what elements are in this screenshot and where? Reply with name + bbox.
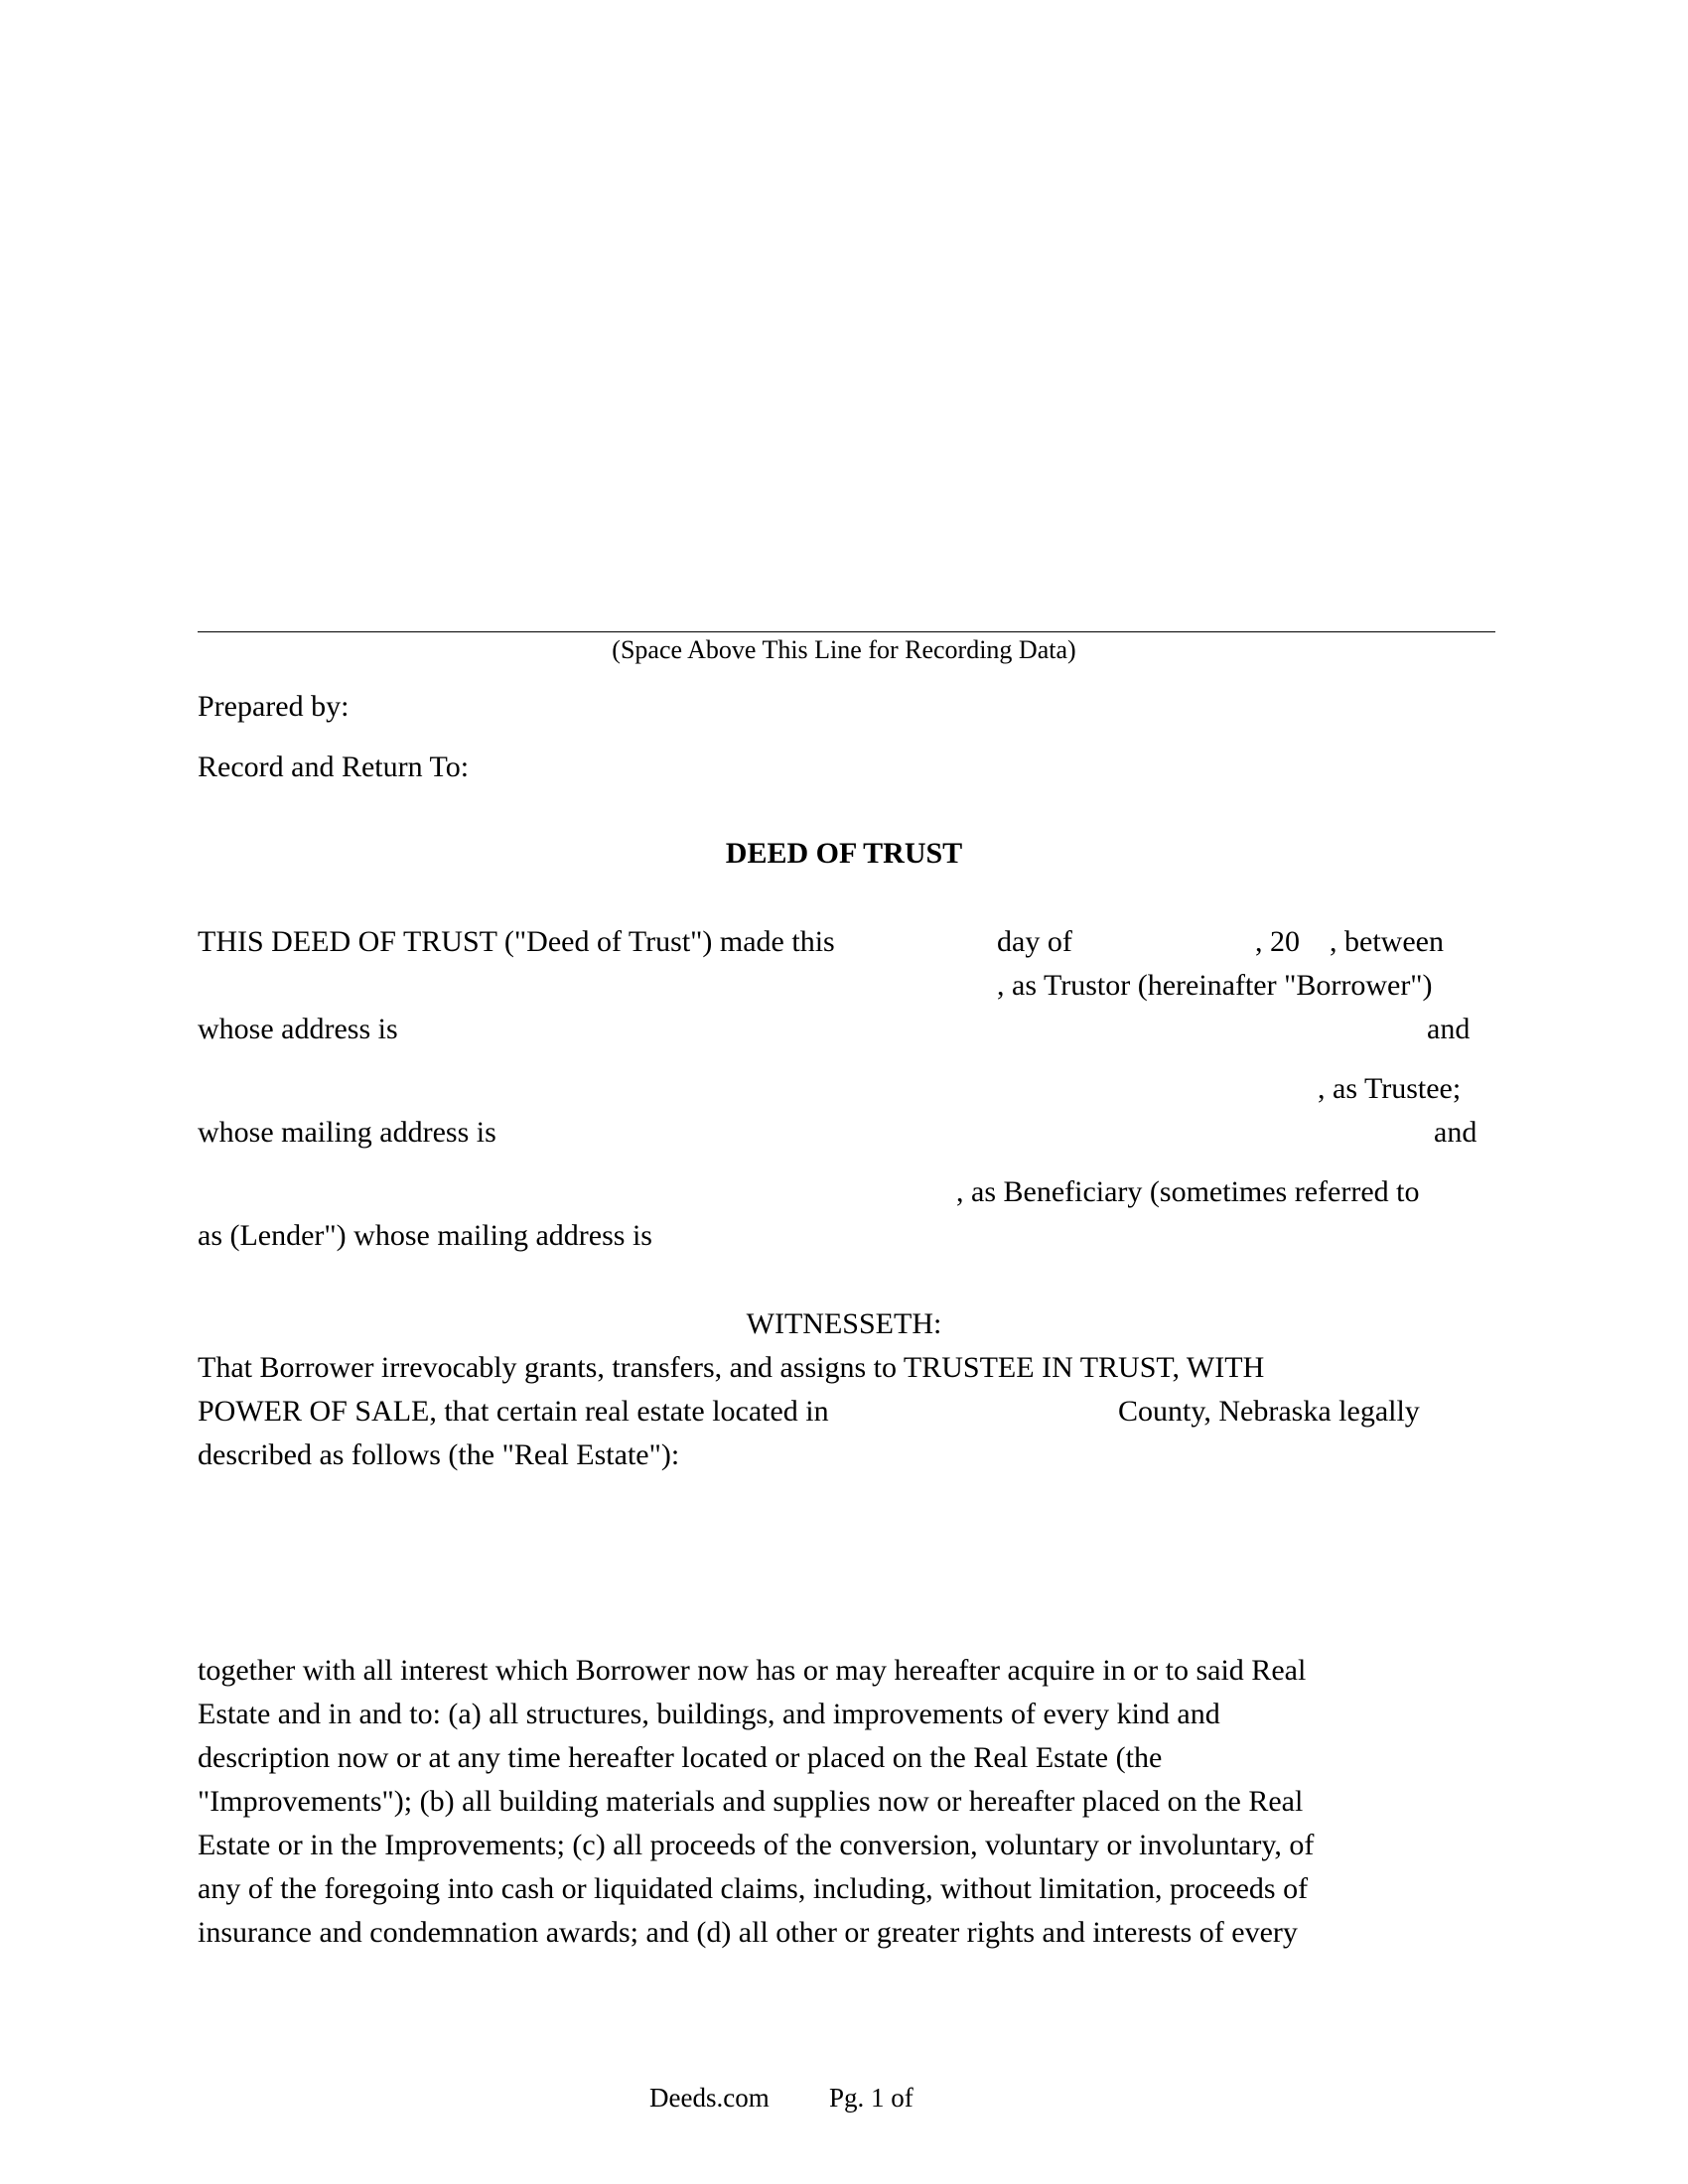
parties-lender-address: as (Lender") whose mailing address is: [198, 1219, 652, 1252]
parties-and-1: and: [1427, 1013, 1471, 1045]
parties-line-1-start: THIS DEED OF TRUST ("Deed of Trust") made this: [198, 925, 835, 958]
body-line: together with all interest which Borrower now has or may hereafter acquire in or to said Real: [198, 1654, 1307, 1687]
parties-beneficiary: , as Beneficiary (sometimes referred to: [956, 1175, 1420, 1208]
parties-year-prefix: , 20: [1255, 925, 1300, 958]
parties-borrower-address: whose address is: [198, 1013, 398, 1045]
body-line: any of the foregoing into cash or liquidated claims, including, without limitation, proceeds of: [198, 1872, 1309, 1905]
witnesseth-line-1: That Borrower irrevocably grants, transfers, and assigns to TRUSTEE IN TRUST, WITH: [198, 1351, 1265, 1384]
parties-and-2: and: [1434, 1116, 1477, 1149]
footer-site: Deeds.com: [649, 2083, 770, 2113]
parties-trustee: , as Trustee;: [1318, 1072, 1462, 1105]
document-title: DEED OF TRUST: [725, 837, 963, 870]
prepared-by-label: Prepared by:: [198, 690, 350, 723]
body-line: description now or at any time hereafter located or placed on the Real Estate (the: [198, 1741, 1163, 1774]
body-line: insurance and condemnation awards; and (d) all other or greater rights and interests of every: [198, 1916, 1298, 1949]
parties-trustee-address: whose mailing address is: [198, 1116, 496, 1149]
record-return-label: Record and Return To:: [198, 751, 470, 783]
footer-page-number: Pg. 1 of: [829, 2083, 914, 2113]
body-line: "Improvements"); (b) all building materials and supplies now or hereafter placed on the Real: [198, 1785, 1304, 1818]
parties-between: , between: [1330, 925, 1444, 958]
witnesseth-heading: WITNESSETH:: [746, 1307, 942, 1340]
body-line: Estate or in the Improvements; (c) all proceeds of the conversion, voluntary or involuntary, of: [198, 1829, 1315, 1861]
body-line: Estate and in and to: (a) all structures, buildings, and improvements of every kind and: [198, 1698, 1220, 1730]
witnesseth-line-3: described as follows (the "Real Estate"):: [198, 1438, 680, 1471]
parties-trustor: , as Trustor (hereinafter "Borrower"): [997, 969, 1433, 1002]
witnesseth-line-2-start: POWER OF SALE, that certain real estate located in: [198, 1395, 829, 1428]
recording-note: (Space Above This Line for Recording Data): [612, 635, 1076, 664]
parties-day-of: day of: [997, 925, 1072, 958]
witnesseth-county: County, Nebraska legally: [1118, 1395, 1420, 1428]
